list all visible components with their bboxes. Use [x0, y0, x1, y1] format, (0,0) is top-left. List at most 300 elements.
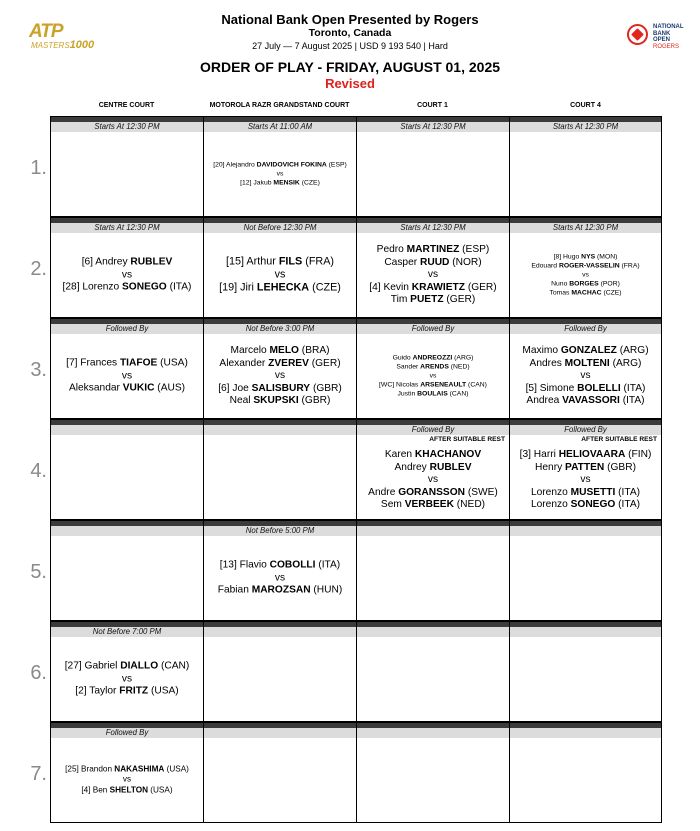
player-country: (CAN) [158, 660, 190, 672]
match-body [204, 738, 356, 822]
player-seed-name: vs [122, 774, 132, 784]
row-number: 4. [30, 459, 47, 482]
player-line [51, 764, 203, 774]
player-seed-name: vs [121, 672, 133, 684]
player-surname: MELO [269, 344, 299, 356]
player-line [510, 345, 661, 358]
match-cell [50, 419, 203, 520]
player-seed-name: vs [121, 369, 133, 381]
player-line [204, 395, 356, 408]
player-line [510, 280, 661, 289]
match-cell [203, 217, 356, 318]
match-lineup [51, 764, 203, 795]
player-seed-name: vs [274, 571, 286, 583]
match-cell [50, 722, 203, 823]
player-country: (ARG) [616, 344, 649, 356]
player-seed-name: Alexander [219, 357, 269, 369]
row-number: 5. [30, 560, 47, 583]
player-line [510, 395, 661, 408]
player-surname: COBOLLI [269, 559, 316, 571]
match-lineup [51, 660, 203, 698]
player-seed-name: [20] Alejandro [213, 161, 257, 169]
player-seed-name: vs [582, 271, 589, 279]
match-time-label [510, 627, 661, 637]
versus-text [51, 673, 203, 686]
player-line [357, 486, 509, 499]
match-time-label: Starts At 12:30 PM [51, 223, 203, 233]
player-country: (CZE) [299, 179, 320, 187]
match-body [51, 738, 203, 822]
player-line [510, 262, 661, 271]
match-lineup [357, 449, 509, 512]
match-cell [50, 318, 203, 419]
match-time-label: Followed By [357, 425, 509, 435]
match-lineup [51, 357, 203, 395]
player-seed-name: Maximo [522, 344, 561, 356]
match-body [204, 435, 356, 519]
player-seed-name: [13] Flavio [219, 559, 270, 571]
player-seed-name: Lorenzo [530, 498, 571, 510]
player-seed-name: [19] Jiri [219, 281, 257, 294]
player-country: (ESP) [326, 161, 347, 169]
player-seed-name: Edouard [531, 262, 559, 270]
player-country: (FIN) [625, 448, 652, 460]
player-surname: MUSETTI [570, 486, 616, 498]
player-seed-name: vs [121, 268, 133, 280]
match-body [357, 536, 509, 620]
player-country: (CZE) [309, 281, 341, 294]
match-body [357, 334, 509, 418]
match-time-label [51, 526, 203, 536]
player-country: (FRA) [302, 255, 335, 268]
player-country: (GER) [443, 293, 476, 305]
player-country: (ARG) [609, 357, 642, 369]
player-line [51, 281, 203, 294]
player-seed-name: vs [427, 268, 439, 280]
player-line [204, 282, 356, 295]
atp-logo-text: ATP [29, 21, 63, 42]
player-line [357, 449, 509, 462]
match-time-label [204, 728, 356, 738]
versus-text [204, 370, 356, 383]
match-cell [509, 722, 662, 823]
match-time-label [204, 627, 356, 637]
player-surname: SKUPSKI [253, 394, 299, 406]
match-cell [356, 722, 509, 823]
player-seed-name: Aleksandar [68, 382, 123, 394]
player-surname: NYS [581, 253, 596, 261]
match-body [510, 738, 661, 822]
match-body [510, 536, 661, 620]
match-lineup [510, 449, 661, 512]
match-body [51, 536, 203, 620]
player-surname: DIALLO [120, 660, 159, 672]
match-body [51, 233, 203, 317]
column-header-court-1: COURT 1 [417, 102, 448, 109]
column-header-court-4: COURT 4 [570, 102, 601, 109]
player-line [510, 289, 661, 298]
player-seed-name: [4] Ben [81, 785, 110, 795]
order-of-play-grid [30, 116, 662, 823]
match-time-label [510, 526, 661, 536]
player-country: (ARG) [452, 354, 474, 362]
after-suitable-rest-note: AFTER SUITABLE REST [429, 436, 505, 443]
versus-text [510, 271, 661, 280]
match-cell [50, 116, 203, 217]
national-bank-icon [627, 24, 648, 45]
match-cell [509, 419, 662, 520]
player-seed-name: Karen [384, 448, 415, 460]
player-line [510, 499, 661, 512]
match-body [51, 637, 203, 721]
match-cell [203, 419, 356, 520]
player-surname: BORGES [569, 280, 599, 288]
player-line [510, 486, 661, 499]
player-country: (NOR) [449, 256, 482, 268]
player-seed-name: [WC] Nicolas [379, 381, 421, 389]
player-country: (USA) [164, 764, 189, 774]
player-seed-name: vs [427, 473, 439, 485]
player-line [204, 179, 356, 188]
player-country: (POR) [598, 280, 620, 288]
match-time-label [510, 728, 661, 738]
player-country: (ITA) [620, 382, 646, 394]
player-seed-name: [12] Jakub [240, 179, 274, 187]
match-lineup [204, 345, 356, 408]
player-line [510, 382, 661, 395]
match-cell [356, 217, 509, 318]
match-body [510, 132, 661, 216]
player-surname: VERBEEK [404, 498, 454, 510]
versus-text [357, 372, 509, 381]
player-country: (ITA) [315, 559, 341, 571]
match-time-label: Starts At 12:30 PM [357, 223, 509, 233]
player-country: (GER) [464, 281, 497, 293]
versus-text [204, 170, 356, 179]
row-number: 3. [30, 358, 47, 381]
match-time-label: Starts At 12:30 PM [510, 122, 661, 132]
national-bank-logo-text: NATIONAL BANK OPEN ROGERS [653, 24, 684, 50]
match-body [204, 334, 356, 418]
player-country: (USA) [157, 357, 188, 369]
match-body [357, 233, 509, 317]
player-surname: DAVIDOVICH FOKINA [256, 161, 327, 169]
player-surname: SONEGO [122, 281, 167, 293]
match-body [51, 334, 203, 418]
player-line [510, 253, 661, 262]
player-surname: HELIOVAARA [558, 448, 626, 460]
match-body [51, 435, 203, 519]
player-seed-name: Sem [380, 498, 405, 510]
player-surname: ARSENEAULT [420, 381, 467, 389]
match-body [357, 132, 509, 216]
match-row [30, 217, 662, 318]
player-surname: BOULAIS [417, 390, 448, 398]
player-line [357, 363, 509, 372]
player-country: (SWE) [464, 486, 498, 498]
match-cell [50, 217, 203, 318]
player-country: (CAN) [447, 390, 469, 398]
player-country: (CZE) [601, 289, 622, 297]
match-body [51, 132, 203, 216]
match-lineup [357, 244, 509, 307]
player-country: (AUS) [154, 382, 186, 394]
player-line [357, 381, 509, 390]
player-country: (ESP) [459, 243, 490, 255]
match-cell [50, 520, 203, 621]
player-country: (ITA) [615, 498, 641, 510]
player-surname: KHACHANOV [414, 448, 482, 460]
player-surname: PUETZ [410, 293, 444, 305]
player-surname: NAKASHIMA [114, 764, 165, 774]
match-body [204, 233, 356, 317]
player-line [51, 785, 203, 795]
match-cell [509, 520, 662, 621]
player-line [357, 244, 509, 257]
match-row [30, 722, 662, 823]
player-country: (USA) [148, 785, 173, 795]
player-country: (CAN) [466, 381, 487, 389]
player-seed-name: [6] Joe [218, 382, 252, 394]
player-surname: MARTINEZ [406, 243, 460, 255]
match-time-label [357, 627, 509, 637]
match-time-label [204, 425, 356, 435]
player-seed-name: Justin [397, 390, 418, 398]
player-surname: BOLELLI [577, 382, 621, 394]
player-seed-name: [15] Arthur [225, 255, 279, 268]
player-surname: GORANSSON [398, 486, 465, 498]
player-surname: RUBLEV [130, 256, 173, 268]
player-line [51, 256, 203, 269]
after-suitable-rest-note: AFTER SUITABLE REST [581, 436, 657, 443]
versus-text [510, 474, 661, 487]
player-surname: SALISBURY [251, 382, 311, 394]
player-line [51, 382, 203, 395]
player-surname: VAVASSORI [562, 394, 620, 406]
player-line [204, 357, 356, 370]
player-line [204, 161, 356, 170]
player-country: (FRA) [619, 262, 640, 270]
player-surname: SONEGO [570, 498, 616, 510]
row-number: 7. [30, 762, 47, 785]
match-time-label: Followed By [357, 324, 509, 334]
match-cell [356, 318, 509, 419]
match-lineup [204, 256, 356, 295]
match-time-label [357, 526, 509, 536]
match-row [30, 520, 662, 621]
player-seed-name: vs [580, 369, 591, 381]
match-body [510, 637, 661, 721]
page-header [0, 0, 700, 100]
player-seed-name: [2] Taylor [75, 685, 120, 697]
match-time-label: Starts At 12:30 PM [357, 122, 509, 132]
player-seed-name: Guido [392, 354, 413, 362]
match-time-label: Not Before 5:00 PM [204, 526, 356, 536]
player-seed-name: [27] Gabriel [64, 660, 121, 672]
player-country: (ITA) [166, 281, 192, 293]
page-title: ORDER OF PLAY - FRIDAY, AUGUST 01, 2025 [199, 59, 501, 75]
player-surname: MOLTENI [564, 357, 610, 369]
match-body [204, 536, 356, 620]
match-lineup [51, 256, 203, 294]
match-cell [203, 520, 356, 621]
player-line [204, 559, 356, 572]
player-surname: MACHAC [571, 289, 602, 297]
player-country: (GER) [308, 357, 341, 369]
match-body [357, 435, 509, 519]
versus-text [204, 269, 356, 282]
player-seed-name: [6] Andrey [81, 256, 131, 268]
match-time-label: Followed By [51, 324, 203, 334]
player-seed-name: [25] Brandon [65, 764, 115, 774]
player-line [510, 461, 661, 474]
player-country: (GBR) [298, 394, 331, 406]
event-location: Toronto, Canada [308, 27, 392, 39]
match-cell [356, 116, 509, 217]
match-cell [356, 621, 509, 722]
versus-text [357, 269, 509, 282]
player-seed-name: vs [274, 268, 286, 281]
match-lineup [357, 354, 509, 399]
match-cell [203, 621, 356, 722]
player-surname: ARENDS [420, 363, 449, 371]
match-row [30, 621, 662, 722]
match-cell [509, 621, 662, 722]
player-seed-name: [3] Harri [519, 448, 559, 460]
match-cell [203, 722, 356, 823]
player-country: (USA) [148, 685, 179, 697]
player-line [510, 449, 661, 462]
player-country: (NED) [453, 498, 486, 510]
versus-text [357, 474, 509, 487]
match-body [510, 435, 661, 519]
player-line [510, 357, 661, 370]
player-country: (GBR) [604, 461, 636, 473]
player-seed-name: Fabian [217, 584, 252, 596]
player-seed-name: Nuno [551, 280, 570, 288]
player-seed-name: Tomas [549, 289, 572, 297]
player-seed-name: Lorenzo [530, 486, 571, 498]
column-header-centre-court: CENTRE COURT [98, 102, 155, 109]
player-line [357, 461, 509, 474]
player-seed-name: Casper [384, 256, 420, 268]
player-surname: PATTEN [565, 461, 605, 473]
match-row [30, 318, 662, 419]
match-time-label: Followed By [510, 324, 661, 334]
player-line [204, 584, 356, 597]
player-seed-name: Sander [396, 363, 421, 371]
player-line [357, 390, 509, 399]
player-surname: ROGER-VASSELIN [558, 262, 620, 270]
player-surname: MENSIK [273, 179, 300, 187]
row-number: 6. [30, 661, 47, 684]
player-line [357, 294, 509, 307]
match-time-label [51, 425, 203, 435]
player-surname: MAROZSAN [251, 584, 311, 596]
player-country: (ITA) [619, 394, 645, 406]
versus-text [510, 370, 661, 383]
match-body [510, 233, 661, 317]
player-seed-name: vs [274, 369, 286, 381]
event-name: National Bank Open Presented by Rogers [221, 12, 479, 27]
player-line [51, 660, 203, 673]
player-surname: TIAFOE [119, 357, 158, 369]
player-line [51, 685, 203, 698]
match-time-label: Not Before 7:00 PM [51, 627, 203, 637]
match-cell [203, 116, 356, 217]
versus-text [51, 269, 203, 282]
match-row [30, 419, 662, 520]
player-line [51, 357, 203, 370]
player-country: (GBR) [310, 382, 342, 394]
match-cell [509, 318, 662, 419]
event-info: 27 July — 7 August 2025 | USD 9 193 540 | Hard [252, 41, 448, 51]
match-time-label: Starts At 12:30 PM [51, 122, 203, 132]
player-seed-name: [8] Hugo [553, 253, 582, 261]
revised-label: Revised [325, 76, 375, 91]
player-surname: SHELTON [109, 785, 149, 795]
player-surname: VUKIC [122, 382, 155, 394]
player-line [357, 354, 509, 363]
match-cell [50, 621, 203, 722]
match-cell [203, 318, 356, 419]
player-seed-name: vs [276, 170, 284, 178]
player-seed-name: vs [580, 473, 591, 485]
player-line [204, 382, 356, 395]
player-line [204, 345, 356, 358]
player-seed-name: Andres [529, 357, 565, 369]
national-bank-open-logo [627, 22, 695, 52]
player-seed-name: [4] Kevin [369, 281, 412, 293]
match-time-label: Starts At 11:00 AM [204, 122, 356, 132]
match-cell [356, 419, 509, 520]
player-line [357, 281, 509, 294]
player-country: (BRA) [298, 344, 330, 356]
player-country: (HUN) [310, 584, 343, 596]
match-lineup [510, 253, 661, 298]
column-header-grandstand-court: MOTOROLA RAZR GRANDSTAND COURT [209, 102, 350, 109]
player-surname: ANDREOZZI [412, 354, 453, 362]
player-line [204, 256, 356, 269]
match-row [30, 116, 662, 217]
match-lineup [204, 559, 356, 597]
player-seed-name: Pedro [376, 243, 407, 255]
player-surname: KRAWIETZ [411, 281, 465, 293]
player-surname: FILS [278, 255, 303, 268]
match-cell [509, 116, 662, 217]
player-seed-name: Henry [535, 461, 566, 473]
match-cell [356, 520, 509, 621]
player-line [357, 499, 509, 512]
masters-1000-text: MASTERS1000 [31, 39, 95, 51]
match-time-label: Followed By [510, 425, 661, 435]
player-seed-name: Marcelo [230, 344, 270, 356]
match-time-label: Not Before 12:30 PM [204, 223, 356, 233]
player-seed-name: Andre [368, 486, 399, 498]
player-seed-name: Neal [229, 394, 254, 406]
player-surname: ZVEREV [268, 357, 309, 369]
row-number: 2. [30, 257, 47, 280]
player-seed-name: Tim [390, 293, 411, 305]
match-body [357, 738, 509, 822]
player-country: (MON) [595, 253, 618, 261]
match-lineup [510, 345, 661, 408]
player-seed-name: [7] Frances [66, 357, 120, 369]
player-seed-name: vs [429, 372, 437, 380]
player-seed-name: Andrey [394, 461, 430, 473]
player-surname: RUBLEV [429, 461, 472, 473]
match-body [510, 334, 661, 418]
